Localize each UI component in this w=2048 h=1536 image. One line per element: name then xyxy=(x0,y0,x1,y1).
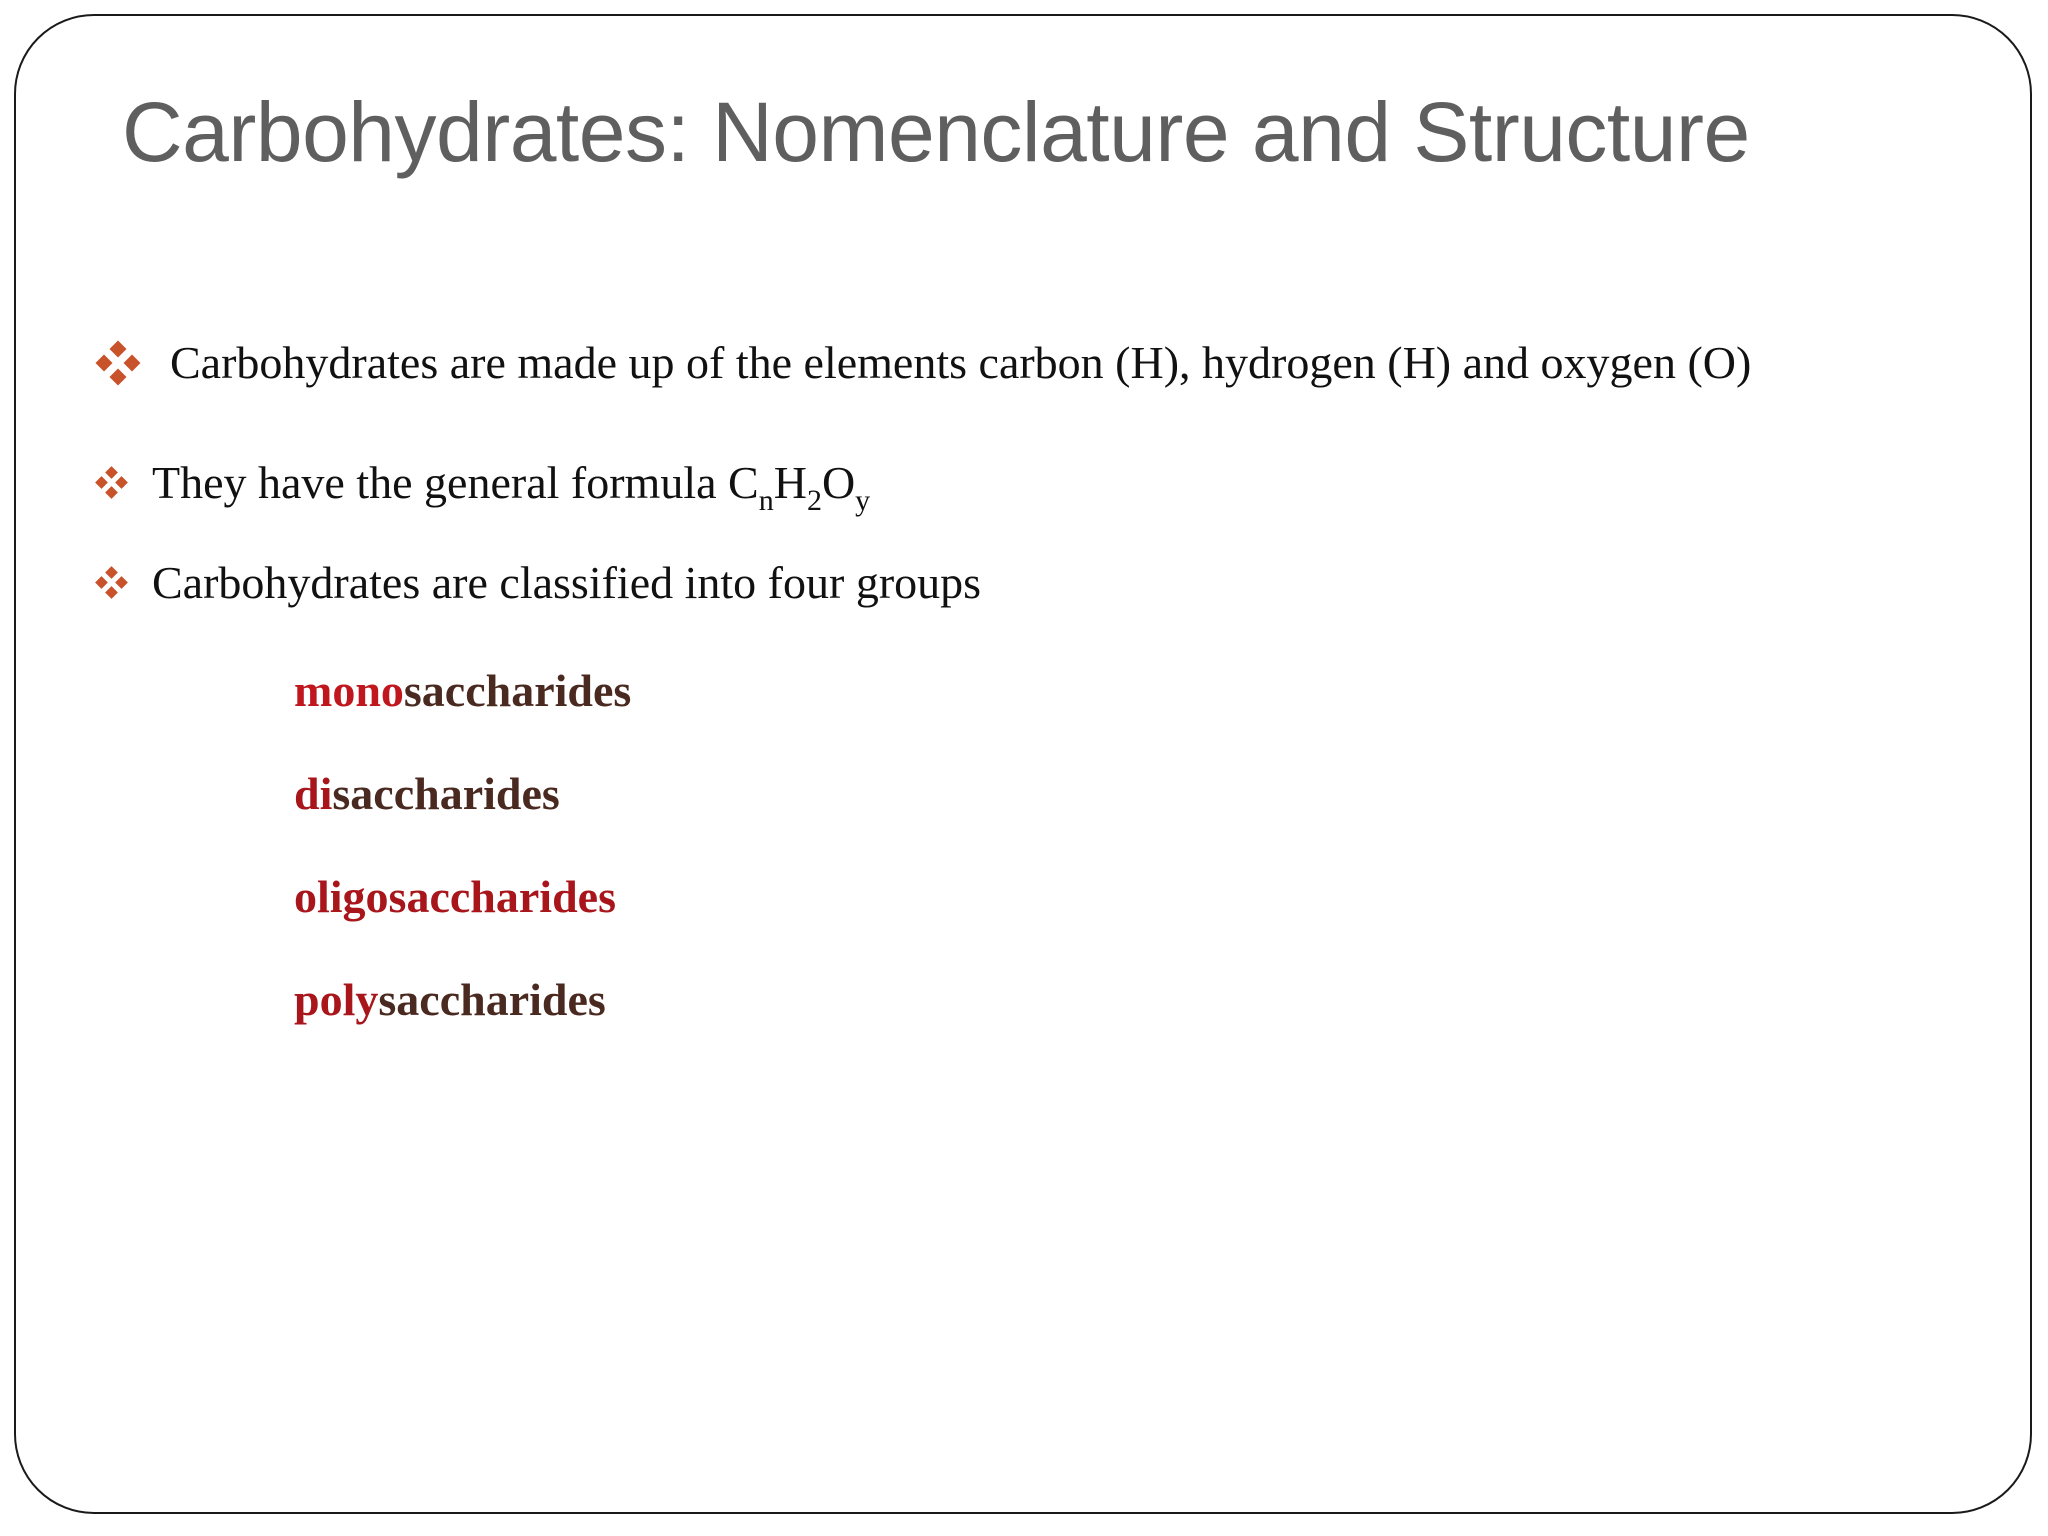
slide-title: Carbohydrates: Nomenclature and Structure xyxy=(122,85,1750,179)
formula-h: H xyxy=(773,457,807,508)
formula-c-subscript: n xyxy=(758,484,774,517)
formula-o-subscript: y xyxy=(855,484,871,517)
group-suffix: saccharides xyxy=(378,974,606,1025)
bullet-item-formula xyxy=(96,456,871,517)
group-disaccharides xyxy=(294,767,560,820)
formula-o: O xyxy=(821,457,856,508)
bullet-text-classification: Carbohydrates are classified into four groups xyxy=(152,557,982,608)
group-suffix: saccharides xyxy=(332,768,560,819)
bullet-text-elements: Carbohydrates are made up of the elements carbon (H), hydrogen (H) and oxygen (O) xyxy=(170,337,1752,388)
diamond-cluster-icon xyxy=(96,567,128,599)
formula-h-subscript: 2 xyxy=(806,484,822,517)
formula-intro: They have the general formula xyxy=(152,457,729,508)
bullet-text-formula xyxy=(152,456,871,517)
bullet-item-elements xyxy=(96,336,1751,389)
group-polysaccharides xyxy=(294,973,606,1026)
group-prefix: poly xyxy=(294,974,379,1025)
group-suffix: saccharides xyxy=(403,665,632,716)
group-monosaccharides xyxy=(294,664,631,717)
group-oligosaccharides xyxy=(294,870,616,923)
bullet-item-classification xyxy=(96,556,981,609)
slide-frame xyxy=(14,14,2032,1514)
group-prefix: di xyxy=(294,768,333,819)
group-prefix: mono xyxy=(294,665,404,716)
diamond-cluster-icon xyxy=(96,467,128,499)
formula xyxy=(728,457,871,517)
formula-c: C xyxy=(728,457,759,508)
group-prefix: oligosaccharides xyxy=(294,871,616,922)
diamond-cluster-icon xyxy=(96,341,140,385)
